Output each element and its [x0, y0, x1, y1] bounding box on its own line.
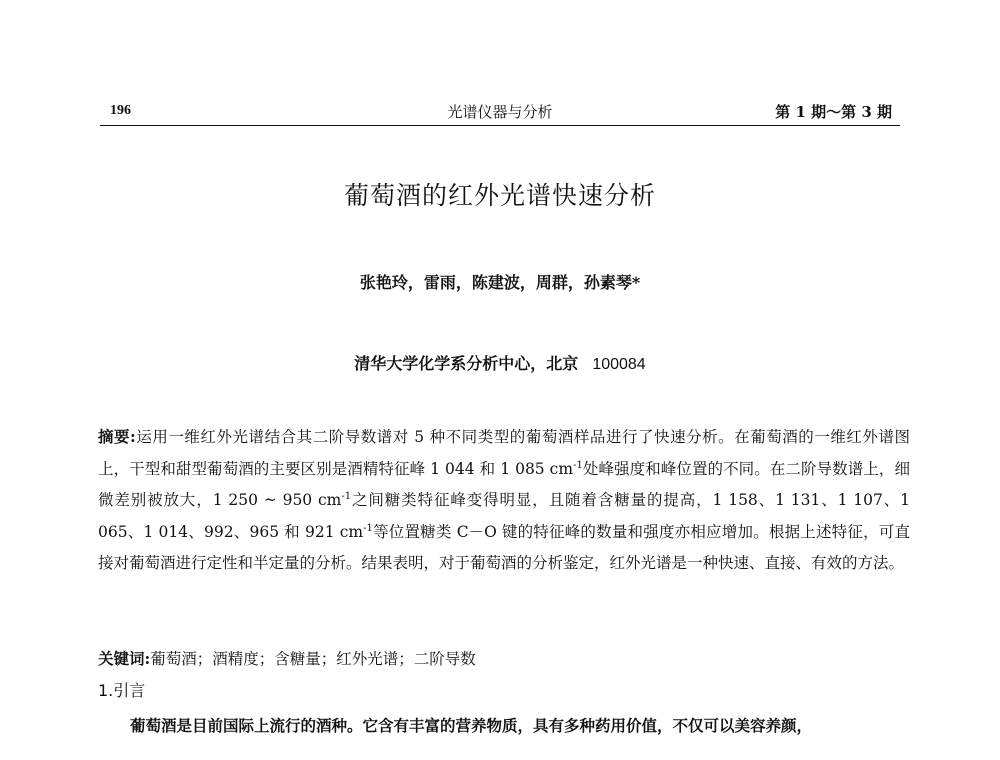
author-list: 张艳玲，雷雨，陈建波，周群，孙素琴*	[359, 273, 641, 292]
unit-superscript: -1	[573, 459, 583, 471]
unit-superscript: -1	[363, 522, 373, 534]
affiliation	[0, 351, 1000, 374]
intro-paragraph: 葡萄酒是目前国际上流行的酒种。它含有丰富的营养物质，具有多种药用价值，不仅可以美容养颜，	[130, 716, 813, 735]
abstract-text-part-4: 等位置糖类 C－O 键的特征峰的数量和强度亦相应增加。根据上述特征，可直接对葡萄酒进行定性和半定量的分析。结果表明，对于葡萄酒的分析鉴定，红外光谱是一种快速、直接、有效的方法。	[98, 522, 910, 572]
abstract-text-part-1: 运用一维红外光谱结合其二阶导数谱对 5 种不同类型的葡萄酒样品进行了快速分析。在葡萄酒的一维红外谱图上，干型和甜型葡萄酒的主要区别是酒精特征峰 1 044 和 1 085 cm	[98, 428, 910, 478]
journal-name: 光谱仪器与分析	[447, 103, 553, 121]
abstract	[98, 421, 910, 580]
keywords	[98, 647, 910, 671]
abstract-text-part-2: 处峰强度和峰位置的不同。在二阶导数谱上，细微差别被放大，1 250 ~ 950 cm	[98, 459, 910, 509]
affiliation-text: 清华大学化学系分析中心，北京	[354, 354, 579, 373]
abstract-label: 摘要:	[98, 427, 136, 446]
issue-label: 第 1 期～第 3 期	[775, 103, 892, 121]
section-heading: 1.引言	[98, 681, 146, 700]
keywords-text: 葡萄酒；酒精度；含糖量；红外光谱；二阶导数	[150, 650, 476, 668]
unit-superscript: -1	[341, 490, 352, 502]
running-header	[100, 101, 900, 126]
keywords-label: 关键词:	[98, 649, 151, 668]
abstract-text-part-3: 之间糖类特征峰变得明显，且随着含糖量的提高，1 158、1 131、1 107、1 065、1 014、992、965 和 921 cm	[98, 491, 911, 541]
postcode: 100084	[592, 356, 646, 373]
article-title: 葡萄酒的红外光谱快速分析	[343, 181, 656, 210]
page-number: 196	[110, 103, 131, 118]
